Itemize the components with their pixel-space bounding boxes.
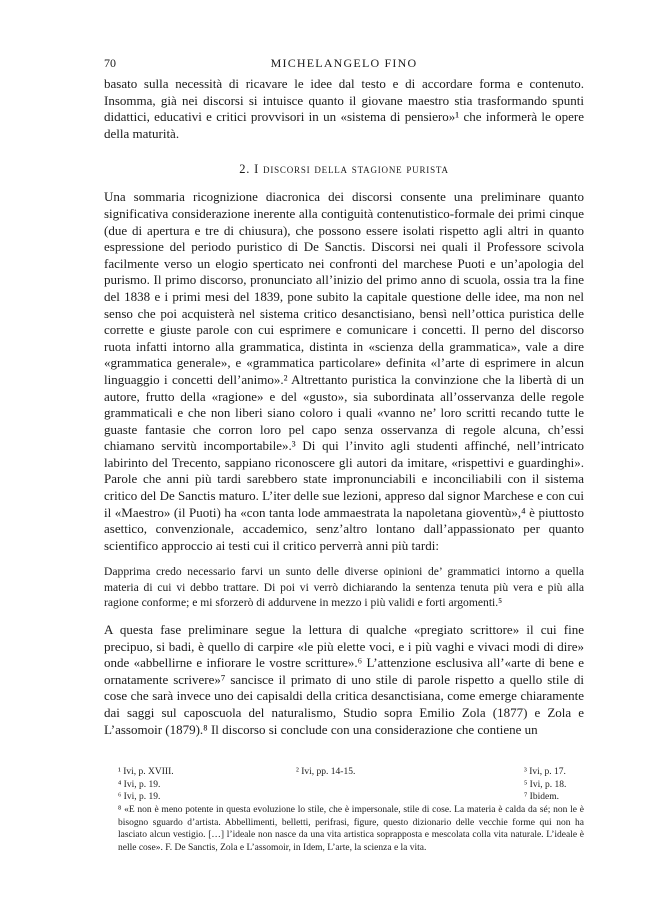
block-quote: Dapprima credo necessario farvi un sunto delle diverse opinioni de’ grammatici intorno a quella materia di cui vi debbo trattare. Di poi vi verrò dichiarando la sentenza tenuta più vera e più alla ragione conforme; e mi sforzerò di addurvene in mezzo i più validi e forti argomenti.⁵	[104, 565, 584, 609]
footnote	[276, 791, 426, 804]
footnote: ⁷ Ibidem.	[524, 792, 559, 803]
paragraph-continuation: A questa fase preliminare segue la lettura di qualche «pregiato scrittore» il cui fine precipuo, si badi, è quello di carpire «le più elette voci, e i più vaghi e vivaci modi di dire» onde «abbellirne e infiorare le vostre scritture».⁶ L’attenzione esclusiva all’«arte di bene e ornatamente scrivere»⁷ sancisce il primato di uno stile di parole rispetto a quello stile di cose che sarà invece uno dei capisaldi della critica desanctisiana, come emerge chiaramente dai saggi sul caposcuola del naturalismo, Studio sopra Emilio Zola (1877) e Zola e L’assomoir (1879).⁸ Il discorso si conclude con una considerazione che contiene un	[104, 622, 584, 737]
footnote	[276, 779, 426, 792]
footnote-8: ⁸ «E non è meno potente in questa evoluzione lo stile, che è impersonale, stile di cose. La materia è calda da sé; non le è bisogno sguardo d’artista. Abbellimenti, belletti, perifrasi, figure, questo dizionario delle vecchie forme qui non ha lasciato alcun vestigio. […] l’ideale non nasce da una vita artistica soprapposta e mescolata colla vita naturale. L’ideale è nelle cose». F. De Sanctis, Zola e L’assomoir, in Idem, L’arte, la scienza e la vita.	[118, 804, 584, 853]
book-page	[104, 56, 584, 854]
footnotes	[104, 766, 584, 854]
footnote: ¹ Ivi, p. XVIII.	[118, 767, 174, 778]
paragraph-main: Una sommaria ricognizione diacronica dei discorsi consente una preliminare quanto significativa considerazione inerente alla contiguità contenutistico-formale dei primi cinque (due di apertura e tre di chiusura), che possono essere isolati rispetto agli altri in quanto espressione del periodo puristico di De Sanctis. Discorsi nei quali il Professore scivola facilmente verso un elogio sperticato nei confronti del marchese Puoti e un’apologia del purismo. Il primo discorso, pronunciato all’inizio del primo anno di scuola, ossia tra la fine del 1838 e i primi mesi del 1839, pone subito la capitale questione delle idee, ma non nel senso che poi acquisterà nel sistema critico desanctisiano, bensì nell’ottica puristica delle corrette e giuste parole con cui esprimere e comunicare i concetti. Il perno del discorso ruota infatti intorno alla grammatica, distinta in «scienza della grammatica», vale a dire «grammatica generale», e «grammatica particolare» definita «l’arte di esprimere in alcun linguaggio i concetti dell’animo».² Altrettanto puristica la convinzione che la libertà di un autore, frutto della «ragione» e del «gusto», sia subordinata all’osservanza delle regole grammaticali e che non liberi siano coloro i quali «vanno ne’ loro scritti recando tutte le guaste fantasie che corron loro pel capo senza osservanza di regole alcuna, ch’essi chiamano servitù incomportabile».³ Di qui l’invito agli studenti affinché, nell’intricato labirinto del Trecento, sappiano riconoscere gli autori da imitare, «rispettivi e guardinghi». Parole che anni più tardi sarebbero state impronunciabili e inconciliabili con il sistema critico del De Sanctis maturo. L’iter delle sue lezioni, appreso dal signor Marchese e con cui il «Maestro» (il Puoti) ha «con tanta lode ammaestrata la napoletana gioventù»,⁴ è piuttosto asettico, convenzionale, accademico, senz’altro lontano dall’appassionato per quanto scientifico approccio ai testi cui il critico perverrà anni più tardi:	[104, 189, 584, 553]
footnote: ² Ivi, pp. 14-15.	[296, 767, 356, 778]
footnote: ⁴ Ivi, p. 19.	[118, 779, 161, 790]
footnote: ⁶ Ivi, p. 19.	[118, 792, 161, 803]
paragraph-intro: basato sulla necessità di ricavare le idee dal testo e di accordare forma e contenuto. Insomma, già nei discorsi si intuisce quanto il giovane maestro stia trasformando spunti didattici, educativi e critici provvisori in un «sistema di pensiero»¹ che informerà le opere della maturità.	[104, 76, 584, 141]
footnote: ⁵ Ivi, p. 18.	[524, 779, 567, 790]
section-heading: 2. I discorsi della stagione purista	[239, 162, 449, 177]
running-head: MICHELANGELO FINO	[270, 56, 418, 70]
footnote: ³ Ivi, p. 17.	[524, 767, 566, 778]
page-number: 70	[104, 56, 116, 70]
short-notes	[104, 766, 584, 804]
page-header	[104, 56, 584, 76]
